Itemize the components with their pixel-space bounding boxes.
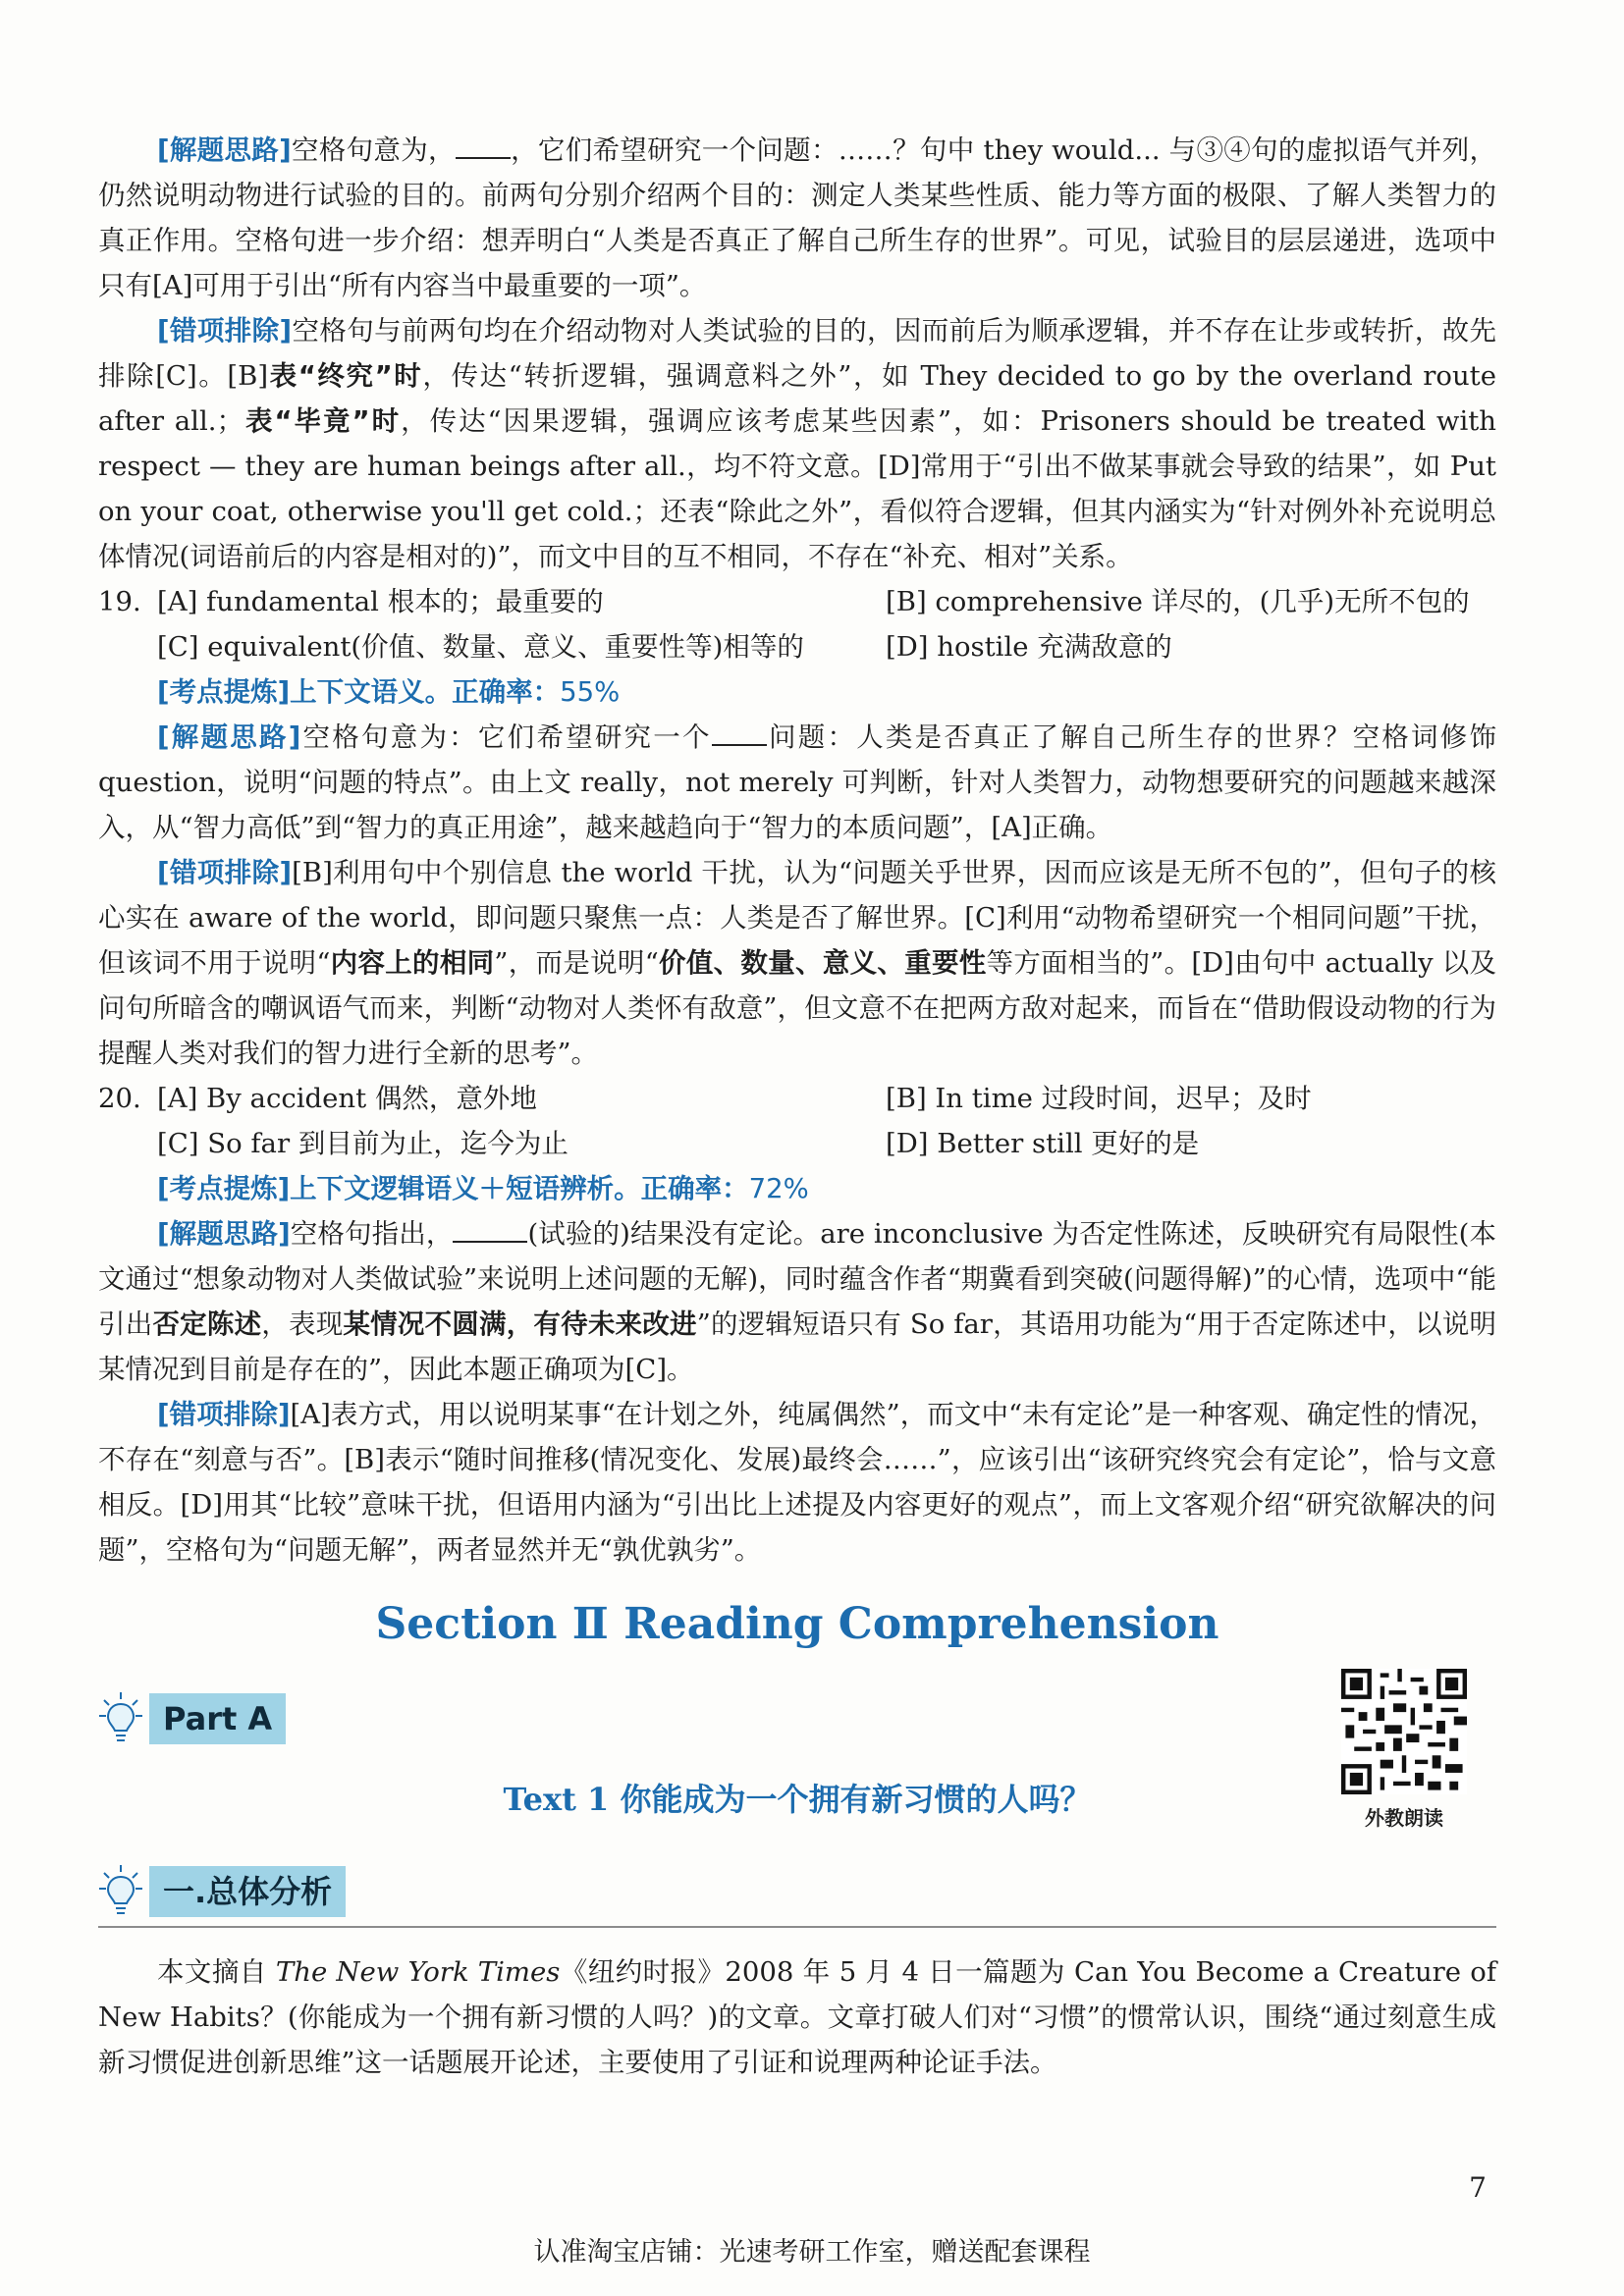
qr-label: 外教朗读 [1365,1806,1443,1830]
blank-line [453,1217,527,1243]
option-d: [D] Better still 更好的是 [886,1128,1200,1159]
exclusion-tag: [错项排除] [157,315,293,347]
option-d: [D] hostile 充满敌意的 [886,631,1172,663]
q20-point: [考点提炼]上下文逻辑语义＋短语辨析。正确率：72% [157,1173,809,1204]
part-a-header [98,1669,1496,1830]
option-c: [C] equivalent(价值、数量、意义、重要性等)相等的 [157,631,804,663]
source-title: The New York Times [275,1956,561,1988]
q20-options-row1 [98,1076,1496,1121]
option-a: [A] fundamental 根本的；最重要的 [157,586,604,617]
analysis-tag: [解题思路] [157,134,292,166]
text-title: Text 1 你能成为一个拥有新习惯的人吗？ [503,1781,1092,1818]
lightbulb-icon [98,1690,143,1747]
q19-options-row1 [98,579,1496,624]
analysis-heading [98,1863,1496,1928]
qr-code-icon[interactable] [1341,1669,1467,1794]
q19-point: [考点提炼]上下文语义。正确率：55% [157,676,621,708]
page-content [98,128,1496,2085]
q20-analysis: [解题思路]空格句指出， (试验的)结果没有定论。are inconclusive 为否定性陈述，反映研究有局限性(本文通过“想象动物对人类做试验”来说明上述问题的无解)，同时蕴含作者“期冀看到突破(问题得解)”的心情，选项中“能引出否定陈述，表现某情况不圆满，有待未来改进”的逻辑短语只有 So far，其语用功能为“用于否定陈述中，以说明某情况到目前是存在的”，因此本题正确项为[C]。 [98,1218,1497,1385]
q19-analysis: [解题思路]空格句意为：它们希望研究一个 问题：人类是否真正了解自己所生存的世界？空格词修饰 question，说明“问题的特点”。由上文 really，not merely 可判断，针对人类智力，动物想要研究的问题越来越深入，从“智力高低”到“智力的真正用途”，越来越趋向于“智力的本质问题”，[A]正确。 [98,721,1497,843]
option-b: [B] comprehensive 详尽的，(几乎)无所不包的 [886,586,1470,617]
page-number: 7 [1469,2171,1487,2204]
q18-analysis: [解题思路]空格句意为， ，它们希望研究一个问题：……？句中 they would... 与③④句的虚拟语气并列，仍然说明动物进行试验的目的。前两句分别介绍两个目的：测定人类某些性质、能力等方面的极限、了解人类智力的真正作用。空格句进一步介绍：想弄明白“人类是否真正了解自己所生存的世界”。可见，试验目的层层递进，选项中只有[A]可用于引出“所有内容当中最重要的一项”。 [98,134,1496,301]
q18-exclusion: [错项排除]空格句与前两句均在介绍动物对人类试验的目的，因而前后为顺承逻辑，并不存在让步或转折，故先排除[C]。[B]表“终究”时，传达“转折逻辑，强调意料之外”，如 They decided to go by the overland route after all.；表“毕竟”时，传达“因果逻辑，强调应该考虑某些因素”，如：Prisoners should be treated with respect — they are human beings after all.，均不符文意。[D]常用于“引出不做某事就会导致的结果”，如 Put on your coat, otherwise you'll get cold.；还表“除此之外”，看似符合逻辑，但其内涵实为“针对例外补充说明总体情况(词语前后的内容是相对的)”，而文中目的互不相同，不存在“补充、相对”关系。 [98,315,1497,572]
option-b: [B] In time 过段时间，迟早；及时 [886,1083,1312,1114]
option-c: [C] So far 到目前为止，迄今为止 [157,1128,568,1159]
overall-analysis-text: 本文摘自 The New York Times《纽约时报》2008 年 5 月 4 日一篇题为 Can You Become a Creature of New Habits？(你能成为一个拥有新习惯的人吗？)的文章。文章打破人们对“习惯”的惯常认识，围绕“通过刻意生成新习惯促进创新思维”这一话题展开论述，主要使用了引证和说理两种论证手法。 [98,1956,1496,2078]
part-badge [98,1690,286,1747]
option-a: [A] By accident 偶然，意外地 [157,1083,537,1114]
footer-note: 认准淘宝店铺：光速考研工作室，赠送配套课程 [533,2237,1091,2268]
q20-options-row2 [98,1121,1496,1166]
question-number: 20. [98,1083,141,1114]
blank-line [456,133,511,159]
analysis-heading-label: 一.总体分析 [149,1866,346,1917]
q19-exclusion: [错项排除][B]利用句中个别信息 the world 干扰，认为“问题关乎世界，因而应该是无所不包的”，但句子的核心实在 aware of the world，即问题只聚焦一点：人类是否了解世界。[C]利用“动物希望研究一个相同问题”干扰，但该词不用于说明“内容上的相同”，而是说明“价值、数量、意义、重要性等方面相当的”。[D]由句中 actually 以及问句所暗含的嘲讽语气而来，判断“动物对人类怀有敌意”，但文意不在把两方敌对起来，而旨在“借助假设动物的行为提醒人类对我们的智力进行全新的思考”。 [98,857,1497,1069]
section-title: Section Ⅱ Reading Comprehension [375,1599,1219,1649]
part-label: Part A [149,1693,286,1744]
question-number: 19. [98,586,141,617]
lightbulb-icon [98,1863,143,1920]
q19-options-row2 [98,624,1496,669]
blank-line [712,721,767,746]
qr-code-block[interactable] [1341,1669,1467,1831]
q20-exclusion: [错项排除][A]表方式，用以说明某事“在计划之外，纯属偶然”，而文中“未有定论”是一种客观、确定性的情况，不存在“刻意与否”。[B]表示“随时间推移(情况变化、发展)最终会……”，应该引出“该研究终究会有定论”，恰与文意相反。[D]用其“比较”意味干扰，但语用内涵为“引出比上述提及内容更好的观点”，而上文客观介绍“研究欲解决的问题”，空格句为“问题无解”，两者显然并无“孰优孰劣”。 [98,1399,1496,1566]
